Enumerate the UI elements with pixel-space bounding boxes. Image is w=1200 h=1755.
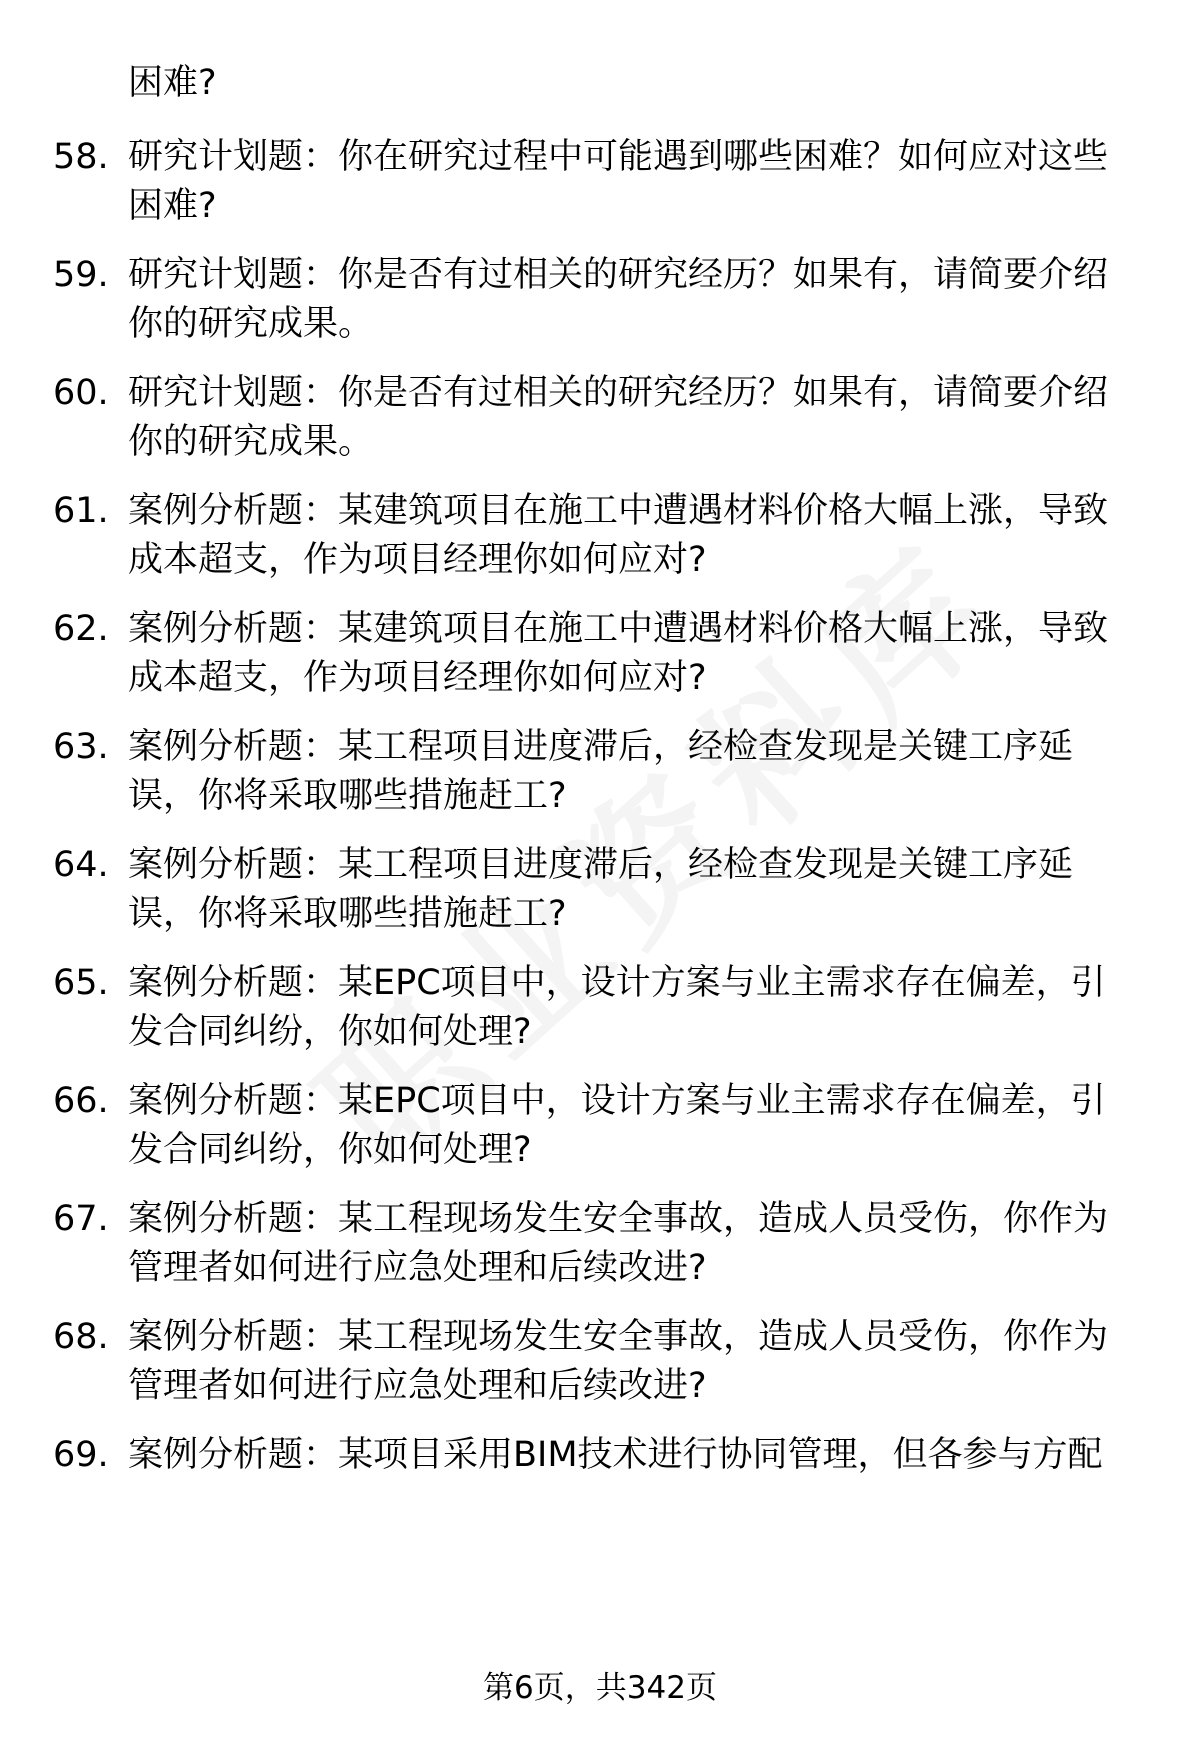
question-text-line: 你的研究成果。 [128,422,374,462]
question-text-line: 案例分析题：某工程现场发生安全事故，造成人员受伤，你作为 [128,1199,1109,1239]
question-text-line: 案例分析题：某工程项目进度滞后，经检查发现是关键工序延 [128,845,1074,885]
question-item [0,1312,1200,1422]
question-text-line: 案例分析题：某项目采用BIM技术进行协同管理，但各参与方配 [128,1435,1103,1475]
question-text-line: 成本超支，作为项目经理你如何应对? [128,658,707,698]
question-text-line: 案例分析题：某工程项目进度滞后，经检查发现是关键工序延 [128,727,1074,767]
question-text-line: 研究计划题：你在研究过程中可能遇到哪些困难？如何应对这些 [128,137,1109,177]
question-text-line: 研究计划题：你是否有过相关的研究经历？如果有，请简要介绍 [128,373,1109,413]
question-text-line: 管理者如何进行应急处理和后续改进? [128,1248,707,1288]
question-number: 61. [53,491,109,531]
question-number: 68. [53,1317,109,1357]
question-item [0,132,1200,242]
question-item [0,1076,1200,1186]
question-item [0,604,1200,714]
question-text-line: 困难? [128,186,217,226]
question-item [0,250,1200,360]
question-number: 64. [53,845,109,885]
question-number: 67. [53,1199,109,1239]
question-number: 62. [53,609,109,649]
question-text-line: 案例分析题：某EPC项目中，设计方案与业主需求存在偏差，引 [128,963,1106,1003]
question-text-line: 案例分析题：某工程现场发生安全事故，造成人员受伤，你作为 [128,1317,1109,1357]
question-number: 66. [53,1081,109,1121]
question-item [0,486,1200,596]
question-number: 58. [53,137,109,177]
question-text-line: 案例分析题：某建筑项目在施工中遭遇材料价格大幅上涨，导致 [128,491,1109,531]
question-item [0,1194,1200,1304]
question-item [0,840,1200,950]
question-text-line: 管理者如何进行应急处理和后续改进? [128,1366,707,1406]
question-text-line: 发合同纠纷，你如何处理? [128,1012,532,1052]
question-number: 59. [53,255,109,295]
question-item [0,1430,1200,1490]
question-text-line: 发合同纠纷，你如何处理? [128,1130,532,1170]
question-item [0,368,1200,478]
question-text-line: 案例分析题：某EPC项目中，设计方案与业主需求存在偏差，引 [128,1081,1106,1121]
question-text-line: 误，你将采取哪些措施赶工? [128,894,567,934]
question-text-line: 成本超支，作为项目经理你如何应对? [128,540,707,580]
question-text-line: 研究计划题：你是否有过相关的研究经历？如果有，请简要介绍 [128,255,1109,295]
page-number-footer: 第6页，共342页 [483,1670,717,1706]
question-number: 65. [53,963,109,1003]
question-item [0,722,1200,832]
question-text-line: 你的研究成果。 [128,304,374,344]
question-text-line: 案例分析题：某建筑项目在施工中遭遇材料价格大幅上涨，导致 [128,609,1109,649]
question-number: 63. [53,727,109,767]
question-item [0,958,1200,1068]
question-number: 69. [53,1435,109,1475]
question-number: 60. [53,373,109,413]
continued-question-text: 困难? [128,63,217,103]
question-text-line: 误，你将采取哪些措施赶工? [128,776,567,816]
